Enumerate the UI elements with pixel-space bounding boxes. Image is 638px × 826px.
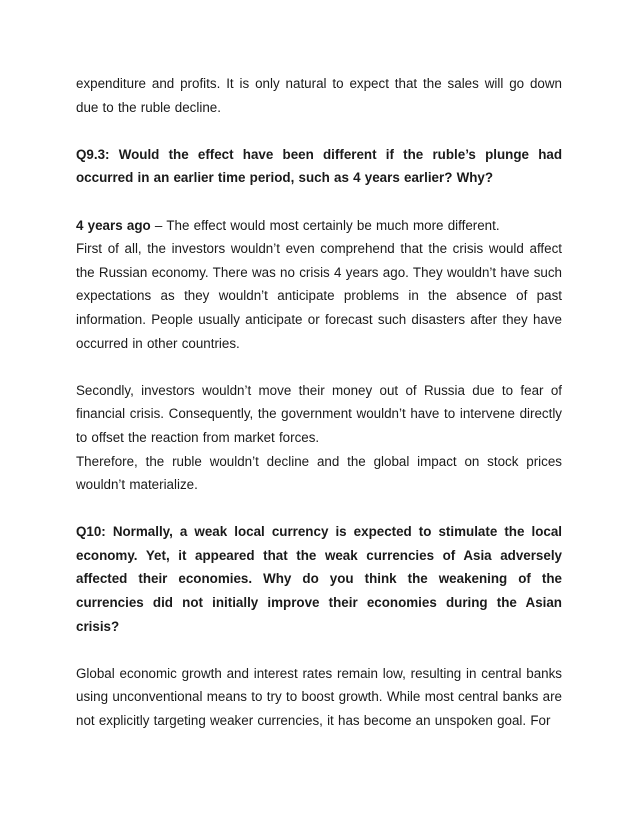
paragraph-first-of-all: First of all, the investors wouldn’t even comprehend that the crisis would affect the Russian economy. There was no crisis 4 years ago. They wouldn’t have such expectations as they wouldn’t anticipate problems in the absence of past information. People usually anticipate or forecast such disasters after they have occurred in other countries. <box>76 241 562 351</box>
paragraph-spacer <box>76 190 562 214</box>
paragraph-spacer <box>76 638 562 662</box>
paragraph-secondly: Secondly, investors wouldn’t move their money out of Russia due to fear of financial crisis. Consequently, the government wouldn’t have to intervene directly to offset the reaction from market forces. <box>76 382 562 445</box>
paragraph-global-growth: Global economic growth and interest rates remain low, resulting in central banks using unconventional means to try to boost growth. While most central banks are not explicitly targeting weaker currencies, it has become an unspoken goal. For <box>76 665 562 729</box>
paragraph-spacer <box>76 497 562 521</box>
question-9-3-heading: Q9.3: Would the effect have been different if the ruble’s plunge had occurred in an earlier time period, such as 4 years earlier? Why? <box>76 146 562 186</box>
paragraph-ruble-decline-effects: expenditure and profits. It is only natural to expect that the sales will go down due to the ruble decline. <box>76 76 562 115</box>
four-years-ago-rest: – The effect would most certainly be much more different. <box>150 217 500 233</box>
paragraph-spacer <box>76 355 562 379</box>
paragraph-therefore: Therefore, the ruble wouldn’t decline and the global impact on stock prices wouldn’t materialize. <box>76 453 562 493</box>
document-body <box>76 72 562 733</box>
paragraph-four-years-ago <box>76 214 562 238</box>
four-years-ago-lead: 4 years ago <box>76 217 151 233</box>
question-10-heading: Q10: Normally, a weak local currency is expected to stimulate the local economy. Yet, it appeared that the weak currencies of Asia adversely affected their economies. Why do you think the weakening of the currencies did not initially improve their economies during the Asian crisis? <box>76 524 562 634</box>
paragraph-spacer <box>76 119 562 143</box>
